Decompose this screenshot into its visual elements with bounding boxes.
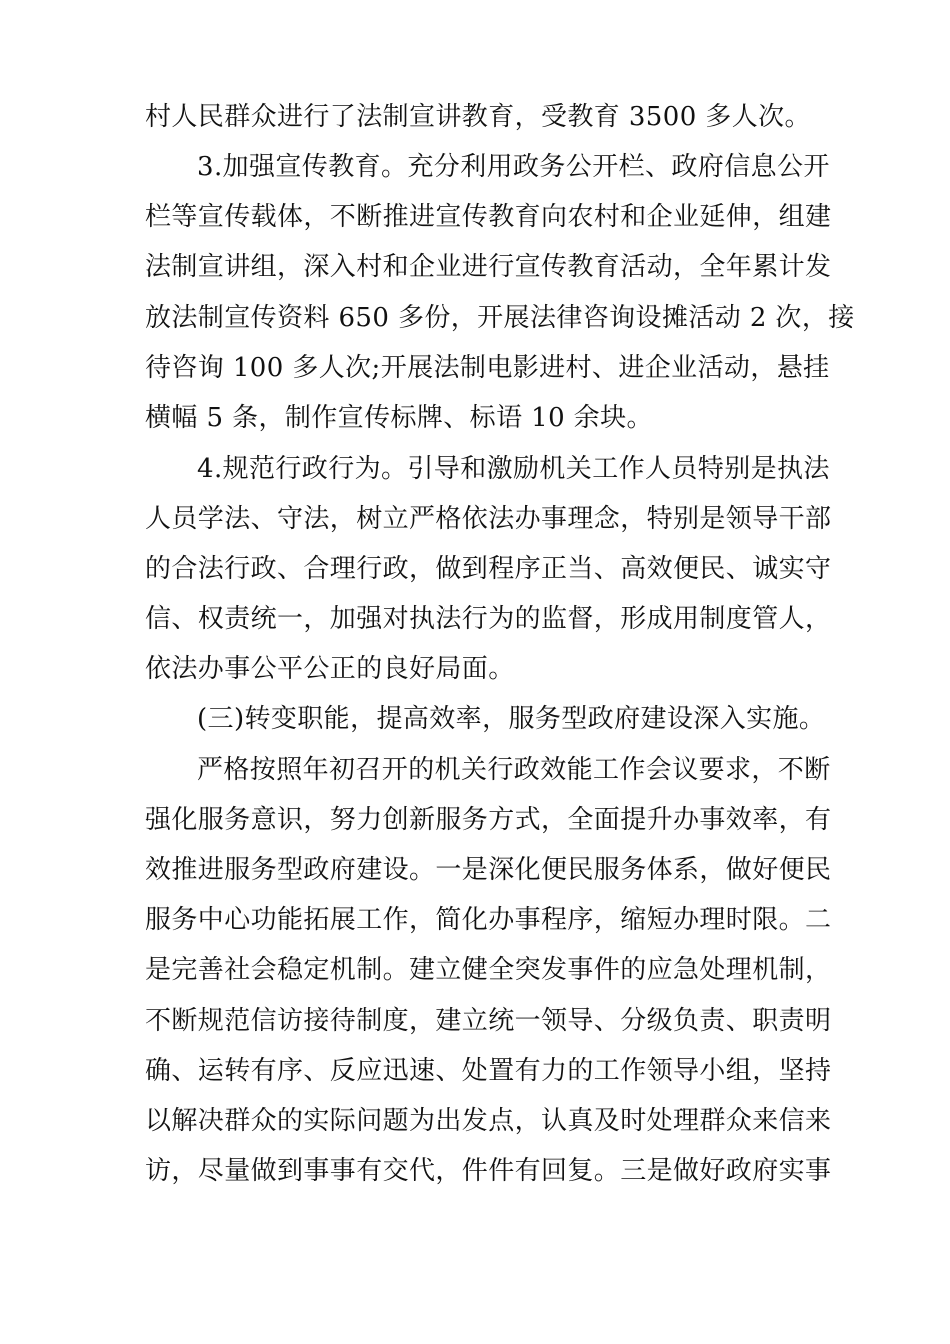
text-line: 待咨询 100 多人次;开展法制电影进村、进企业活动，悬挂 xyxy=(145,353,830,383)
text-line: 栏等宣传载体，不断推进宣传教育向农村和企业延伸，组建 xyxy=(145,202,832,232)
text-line: 放法制宣传资料 650 多份，开展法律咨询设摊活动 2 次，接 xyxy=(145,303,855,333)
text-line: 确、运转有序、反应迅速、处置有力的工作领导小组，坚持 xyxy=(145,1056,832,1086)
text-line: 的合法行政、合理行政，做到程序正当、高效便民、诚实守 xyxy=(145,554,832,584)
text-line: 法制宣讲组，深入村和企业进行宣传教育活动，全年累计发 xyxy=(145,252,832,282)
text-line: 以解决群众的实际问题为出发点，认真及时处理群众来信来 xyxy=(145,1106,832,1136)
text-line: 4.规范行政行为。引导和激励机关工作人员特别是执法 xyxy=(197,454,830,484)
text-line: 村人民群众进行了法制宣讲教育，受教育 3500 多人次。 xyxy=(145,102,811,132)
text-line: 效推进服务型政府建设。一是深化便民服务体系，做好便民 xyxy=(145,855,832,885)
text-line: 不断规范信访接待制度，建立统一领导、分级负责、职责明 xyxy=(145,1006,832,1036)
text-line: 是完善社会稳定机制。建立健全突发事件的应急处理机制， xyxy=(145,955,832,985)
text-line: 3.加强宣传教育。充分利用政务公开栏、政府信息公开 xyxy=(197,152,830,182)
section-heading: (三)转变职能，提高效率，服务型政府建设深入实施。 xyxy=(197,704,826,734)
text-line: 横幅 5 条，制作宣传标牌、标语 10 余块。 xyxy=(145,403,653,433)
text-line: 信、权责统一，加强对执法行为的监督，形成用制度管人， xyxy=(145,604,832,634)
text-line: 严格按照年初召开的机关行政效能工作会议要求，不断 xyxy=(197,755,831,785)
text-line: 服务中心功能拓展工作，简化办事程序，缩短办理时限。二 xyxy=(145,905,832,935)
text-line: 强化服务意识，努力创新服务方式，全面提升办事效率，有 xyxy=(145,805,832,835)
text-line: 人员学法、守法，树立严格依法办事理念，特别是领导干部 xyxy=(145,504,832,534)
text-line: 访，尽量做到事事有交代，件件有回复。三是做好政府实事 xyxy=(145,1156,832,1186)
text-line: 依法办事公平公正的良好局面。 xyxy=(145,654,515,684)
